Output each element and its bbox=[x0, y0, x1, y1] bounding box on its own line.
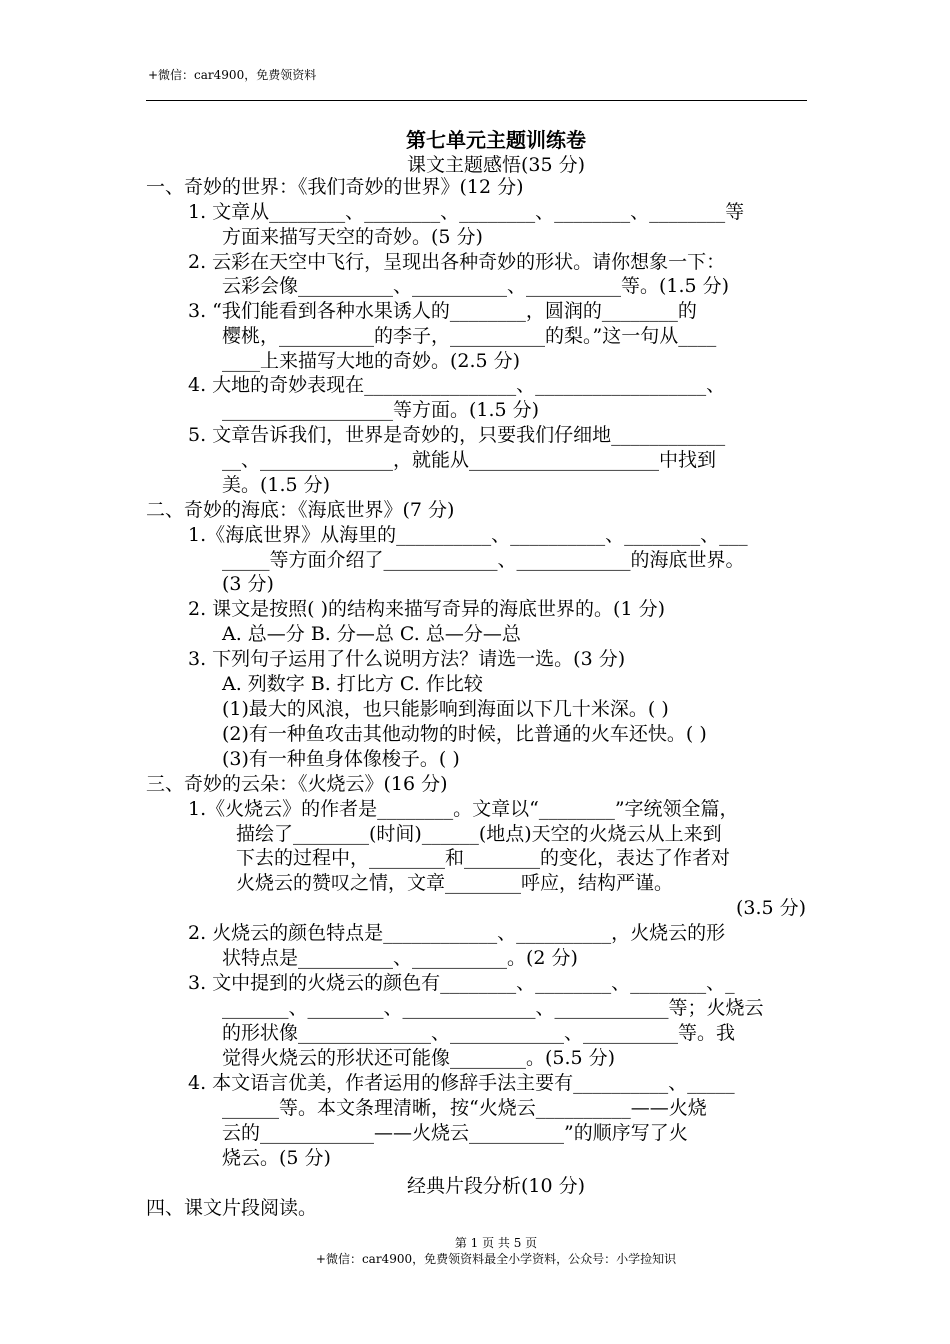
section-heading: 二、奇妙的海底：《海底世界》(7 分) bbox=[146, 499, 455, 521]
section-heading: 三、奇妙的云朵：《火烧云》(16 分) bbox=[146, 773, 448, 795]
question-line: 樱桃，__________的李子，__________的梨。”这一句从____ bbox=[222, 325, 717, 347]
question-line: 1.《海底世界》从海里的__________、__________、________、___ bbox=[188, 524, 748, 546]
page-title: 第七单元主题训练卷 bbox=[406, 128, 586, 152]
question-line: 1. 文章从________、________、________、________、________等 bbox=[188, 201, 745, 223]
question-line: 2. 火烧云的颜色特点是____________、__________，火烧云的形 bbox=[188, 922, 726, 944]
question-line: 4. 大地的奇妙表现在________________、__________________、 bbox=[188, 374, 726, 396]
question-line: (3 分) bbox=[222, 573, 274, 595]
section-heading: 一、奇妙的世界：《我们奇妙的世界》(12 分) bbox=[146, 176, 524, 198]
question-line: 美。(1.5 分) bbox=[222, 474, 331, 496]
question-line: 烧云。(5 分) bbox=[222, 1147, 331, 1169]
question-line: 2. 课文是按照( )的结构来描写奇异的海底世界的。(1 分) bbox=[188, 598, 665, 620]
question-line: (3)有一种鱼身体像梭子。( ) bbox=[222, 748, 460, 770]
question-line: __、______________，就能从____________________中找到 bbox=[222, 449, 717, 471]
question-line: (2)有一种鱼攻击其他动物的时候，比普通的火车还快。( ) bbox=[222, 723, 707, 745]
question-line: 描绘了________(时间)______(地点)天空的火烧云从上来到 bbox=[236, 823, 722, 845]
question-line: 3. 下列句子运用了什么说明方法？请选一选。(3 分) bbox=[188, 648, 626, 670]
question-line: 云彩会像__________、__________、__________等。(1.5 分) bbox=[222, 275, 730, 297]
question-line: ____上来描写大地的奇妙。(2.5 分) bbox=[222, 350, 521, 372]
footer-note: +微信：car4900，免费领资料最全小学资料，公众号：小学捡知识 bbox=[315, 1252, 677, 1266]
choice-line: A. 总—分 B. 分—总 C. 总—分—总 bbox=[222, 623, 521, 645]
section-heading: 四、课文片段阅读。 bbox=[146, 1197, 318, 1219]
question-line: ______等。本文条理清晰，按“火烧云__________——火烧 bbox=[222, 1097, 707, 1119]
question-line: 下去的过程中，________和________的变化，表达了作者对 bbox=[236, 847, 731, 869]
question-line: 2. 云彩在天空中飞行，呈现出各种奇妙的形状。请你想象一下： bbox=[188, 251, 726, 273]
page-number: 第 1 页 共 5 页 bbox=[454, 1236, 538, 1250]
choice-line: A. 列数字 B. 打比方 C. 作比较 bbox=[222, 673, 483, 695]
question-line: 1.《火烧云》的作者是________。文章以“________”字统领全篇， bbox=[188, 798, 739, 820]
question-line: 的形状像______________、____________、__________等。我 bbox=[222, 1022, 736, 1044]
question-line: 火烧云的赞叹之情，文章________呼应，结构严谨。 bbox=[236, 872, 674, 894]
question-line: __________________等方面。(1.5 分) bbox=[222, 399, 540, 421]
question-line: (3.5 分) bbox=[736, 897, 807, 919]
header-rule bbox=[146, 100, 807, 101]
question-line: 状特点是__________、__________。(2 分) bbox=[222, 947, 578, 969]
question-line: 云的____________——火烧云__________”的顺序写了火 bbox=[222, 1122, 688, 1144]
section-subtitle: 课文主题感悟(35 分) bbox=[406, 154, 586, 176]
question-line: 觉得火烧云的形状还可能像________。(5.5 分) bbox=[222, 1047, 616, 1069]
section-subtitle: 经典片段分析(10 分) bbox=[406, 1175, 586, 1197]
question-line: 4. 本文语言优美，作者运用的修辞手法主要有__________、_____ bbox=[188, 1072, 735, 1094]
question-line: 3. 文中提到的火烧云的颜色有________、________、________、_ bbox=[188, 972, 735, 994]
question-line: _____等方面介绍了____________、____________的海底世界。 bbox=[222, 549, 745, 571]
question-line: (1)最大的风浪，也只能影响到海面以下几十米深。( ) bbox=[222, 698, 669, 720]
question-line: 3. “我们能看到各种水果诱人的________，圆润的________的 bbox=[188, 300, 697, 322]
question-line: _______、________、______________、____________等；火烧云 bbox=[222, 997, 764, 1019]
header-note: +微信：car4900，免费领资料 bbox=[148, 68, 317, 82]
question-line: 方面来描写天空的奇妙。(5 分) bbox=[222, 226, 483, 248]
question-line: 5. 文章告诉我们，世界是奇妙的，只要我们仔细地____________ bbox=[188, 424, 726, 446]
